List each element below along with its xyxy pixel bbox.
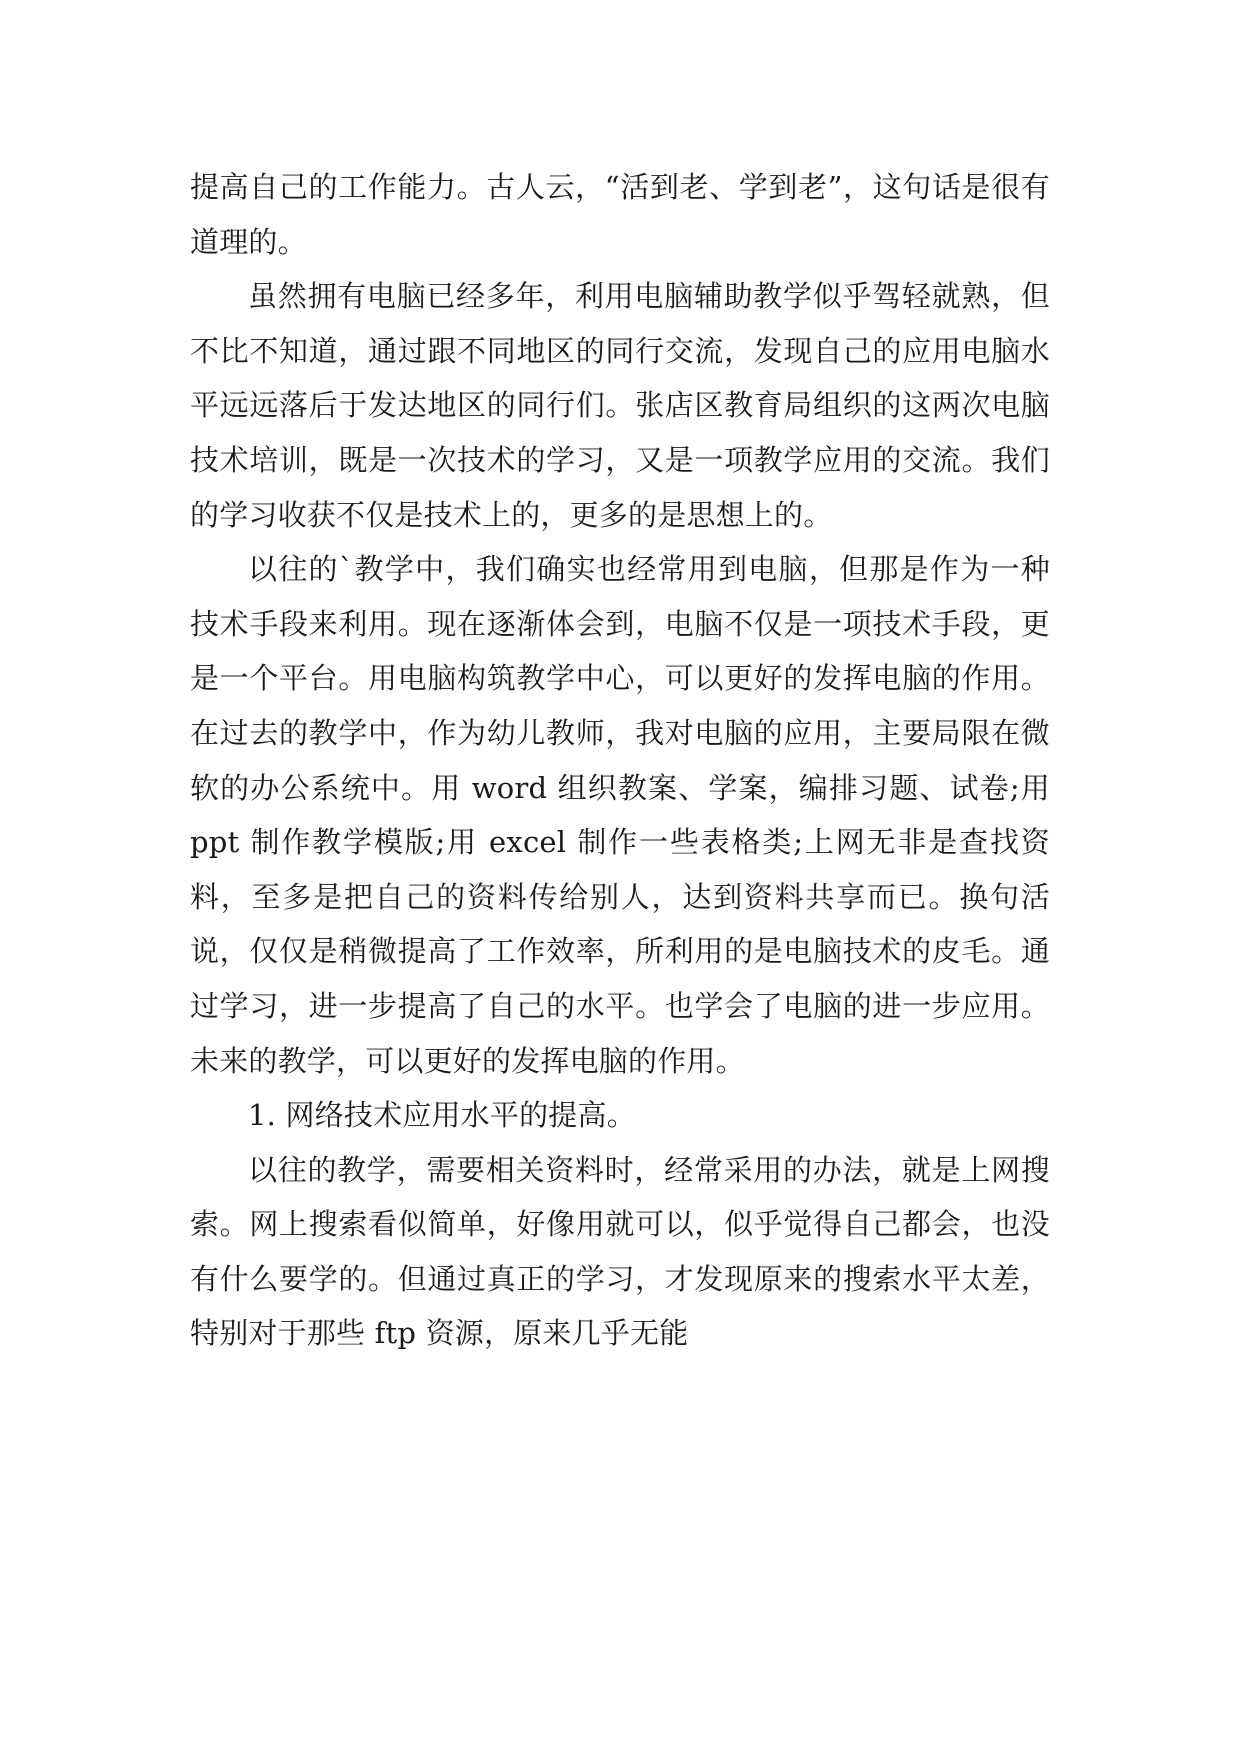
paragraph-past-teaching: 以往的`教学中，我们确实也经常用到电脑，但那是作为一种技术手段来利用。现在逐渐体会到，电脑不仅是一项技术手段，更是一个平台。用电脑构筑教学中心，可以更好的发挥电脑的作用。在过去的教学中，作为幼儿教师，我对电脑的应用，主要局限在微软的办公系统中。用 word 组织教案、学案，编排习题、试卷;用 ppt 制作教学模版;用 excel 制作一些表格类;上网无非是查找资料，至多是把自己的资料传给别人，达到资料共享而已。换句活说，仅仅是稍微提高了工作效率，所利用的是电脑技术的皮毛。通过学习，进一步提高了自己的水平。也学会了电脑的进一步应用。未来的教学，可以更好的发挥电脑的作用。 xyxy=(190,552,1050,1078)
paragraph-web-search: 以往的教学，需要相关资料时，经常采用的办法，就是上网搜索。网上搜索看似简单，好像用就可以，似乎觉得自己都会，也没有什么要学的。但通过真正的学习，才发现原来的搜索水平太差，特别对于那些 ftp 资源，原来几乎无能 xyxy=(190,1152,1050,1351)
paragraph-continuation: 提高自己的工作能力。古人云，“活到老、学到老”，这句话是很有道理的。 xyxy=(190,170,1050,259)
paragraph-computer-experience: 虽然拥有电脑已经多年，利用电脑辅助教学似乎驾轻就熟，但不比不知道，通过跟不同地区的同行交流，发现自己的应用电脑水平远远落后于发达地区的同行们。张店区教育局组织的这两次电脑技术培训，既是一次技术的学习，又是一项教学应用的交流。我们的学习收获不仅是技术上的，更多的是思想上的。 xyxy=(190,279,1050,532)
document-body xyxy=(190,160,1050,1361)
section-heading-network-skills: 1. 网络技术应用水平的提高。 xyxy=(248,1098,636,1133)
